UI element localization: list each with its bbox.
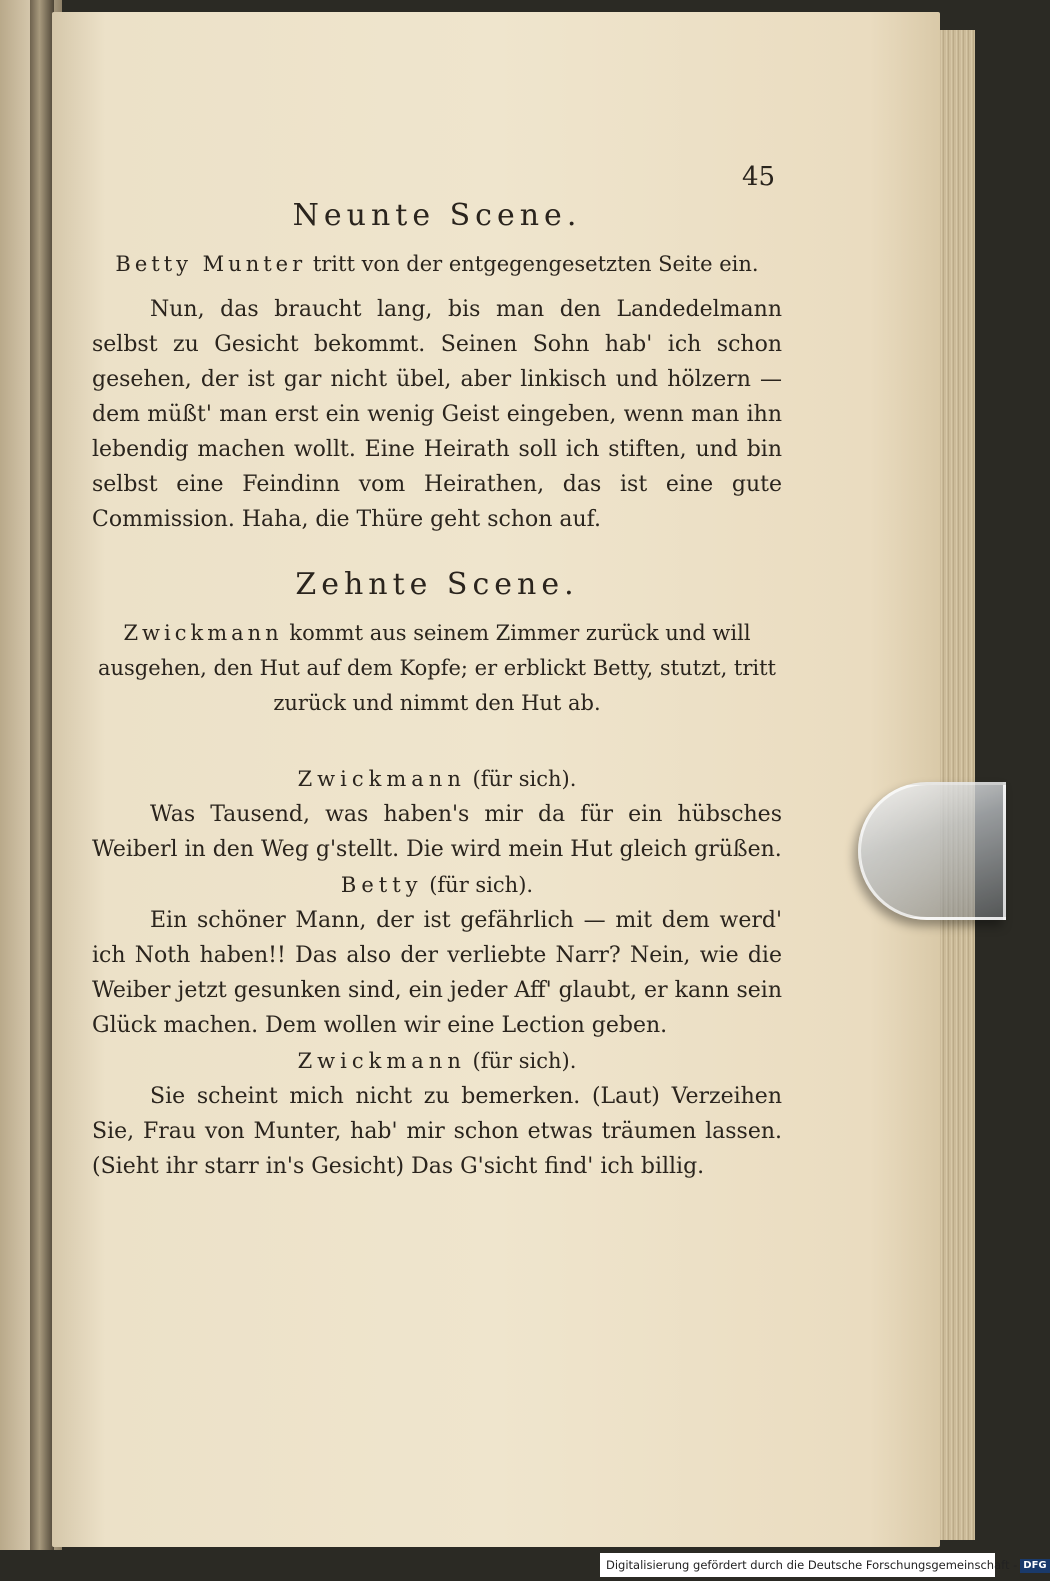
book-gutter xyxy=(30,0,54,1550)
dfg-logo-icon: DFG xyxy=(1020,1559,1049,1573)
dialogue-text: Sie scheint mich nicht zu bemerken. (Laut) Verzeihen Sie, Frau von Munter, hab' mir schon etwas träumen lassen. (Sieht ihr starr in's Gesicht) Das G'sicht find' ich billig. xyxy=(92,1084,782,1179)
scene-10-title: Zehnte Scene. xyxy=(295,567,579,602)
speaker-line xyxy=(92,761,782,797)
scene-10-stage-direction xyxy=(92,616,782,721)
scene-9-stage-direction xyxy=(92,247,782,282)
dialogue-text: Ein schöner Mann, der ist gefährlich — mit dem werd' ich Noth haben!! Das also der verliebte Narr? Nein, wie die Weiber jetzt gesunken sind, ein jeder Aff' glaubt, er kann sein Glück machen. Dem wollen wir eine Lection geben. xyxy=(92,908,782,1038)
digitization-credit xyxy=(600,1553,1047,1577)
stage-direction-text: kommt aus seinem Zimmer zurück und will ausgehen, den Hut auf dem Kopfe; er erblickt Betty, stutzt, tritt zurück und nimmt den Hut ab. xyxy=(97,621,776,715)
credit-text: Digitalisierung gefördert durch die Deutsche Forschungsgemeinschaft - xyxy=(606,1558,1018,1572)
page-text xyxy=(92,160,782,1184)
speaker-name: Zwickmann xyxy=(297,767,466,791)
stage-character-name: Zwickmann xyxy=(123,621,283,645)
speaker-name: Zwickmann xyxy=(297,1049,466,1073)
speaker-name: Betty xyxy=(340,873,423,897)
stage-direction-text: tritt von der entgegengesetzten Seite ein. xyxy=(306,252,759,276)
stage-character-name: Betty Munter xyxy=(115,252,307,276)
speaker-aside: (für sich). xyxy=(422,873,534,897)
scene-9-title: Neunte Scene. xyxy=(292,198,582,233)
speaker-line xyxy=(92,867,782,903)
speaker-aside: (für sich). xyxy=(465,1049,577,1073)
page-number: 45 xyxy=(742,162,776,192)
scene-9-monologue: Nun, das braucht lang, bis man den Landedelmann selbst zu Gesicht bekommt. Seinen Sohn hab' ich schon gesehen, der ist gar nicht übel, aber linkisch und hölzern — dem müßt' man erst ein wenig Geist eingeben, wenn man ihn lebendig machen wollt. Eine Heirath soll ich stiften, und bin selbst eine Feindinn vom Heirathen, das ist eine gute Commission. Haha, die Thüre geht schon auf. xyxy=(92,297,782,532)
speaker-line xyxy=(92,1043,782,1079)
speaker-aside: (für sich). xyxy=(465,767,577,791)
dialogue-text: Was Tausend, was haben's mir da für ein hübsches Weiberl in den Weg g'stellt. Die wird mein Hut gleich grüßen. xyxy=(92,802,782,862)
page-clip xyxy=(858,782,1006,920)
